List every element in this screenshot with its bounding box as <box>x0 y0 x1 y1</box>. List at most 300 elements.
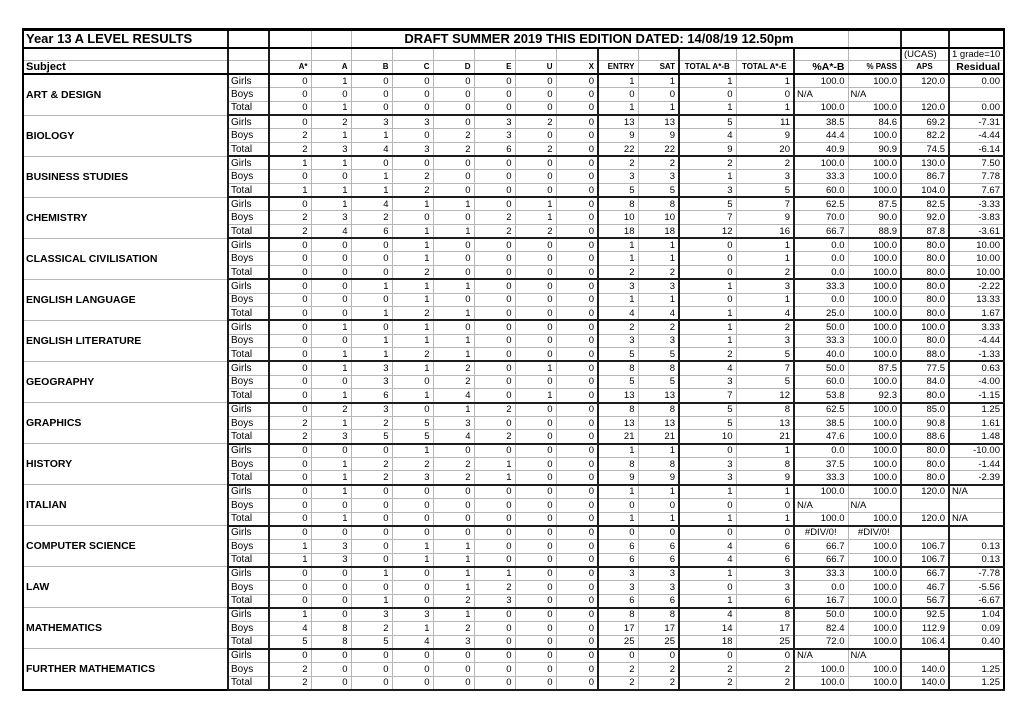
cell-total-a-star-b[interactable]: 0 <box>679 293 736 307</box>
cell-total-a-star-b[interactable]: 14 <box>679 622 736 636</box>
cell-aps[interactable]: 90.8 <box>901 416 949 430</box>
cell-total-a-star-b[interactable]: 2 <box>679 676 736 690</box>
subject-name[interactable]: BIOLOGY <box>23 115 228 156</box>
cell-x[interactable]: 0 <box>556 485 598 499</box>
cell-e[interactable]: 1 <box>474 471 515 485</box>
cell-aps[interactable] <box>901 526 949 540</box>
cell-total-a-star-b[interactable]: 1 <box>679 485 736 499</box>
cell-sat[interactable]: 6 <box>638 594 679 608</box>
cell-total-a-star-e[interactable]: 7 <box>736 361 794 375</box>
subject-name[interactable]: GRAPHICS <box>23 403 228 444</box>
cell-a[interactable]: 3 <box>311 430 351 444</box>
cell-b[interactable]: 1 <box>351 279 392 293</box>
cell-pct-a-star-b[interactable]: 50.0 <box>794 608 848 622</box>
cell-pct-a-star-b[interactable]: N/A <box>794 88 848 102</box>
column-header-e[interactable]: E <box>474 60 515 74</box>
cell-c[interactable]: 0 <box>392 485 433 499</box>
cell-x[interactable]: 0 <box>556 293 598 307</box>
cell-residual[interactable]: 1.25 <box>949 403 1004 417</box>
cell-d[interactable]: 1 <box>433 334 474 348</box>
cell-entry[interactable]: 3 <box>598 334 638 348</box>
cell-d[interactable]: 4 <box>433 430 474 444</box>
cell-x[interactable]: 0 <box>556 170 598 184</box>
gender-label[interactable]: Girls <box>228 608 269 622</box>
cell-u[interactable]: 0 <box>515 293 556 307</box>
cell-residual[interactable]: 7.50 <box>949 156 1004 170</box>
cell-b[interactable]: 4 <box>351 142 392 156</box>
cell-d[interactable]: 2 <box>433 471 474 485</box>
cell-pct-pass[interactable]: 90.9 <box>848 142 901 156</box>
cell-e[interactable]: 0 <box>474 663 515 677</box>
gender-label[interactable]: Boys <box>228 88 269 102</box>
cell-c[interactable]: 2 <box>392 348 433 362</box>
cell-a-star[interactable]: 0 <box>269 649 311 663</box>
cell-entry[interactable]: 3 <box>598 279 638 293</box>
gender-label[interactable]: Girls <box>228 403 269 417</box>
cell-sat[interactable]: 9 <box>638 471 679 485</box>
cell-entry[interactable]: 3 <box>598 567 638 581</box>
gender-label[interactable]: Total <box>228 553 269 567</box>
cell-total-a-star-b[interactable]: 1 <box>679 279 736 293</box>
cell-a[interactable]: 0 <box>311 279 351 293</box>
cell-c[interactable]: 3 <box>392 471 433 485</box>
cell-a[interactable]: 0 <box>311 293 351 307</box>
cell-sat[interactable]: 13 <box>638 416 679 430</box>
cell-b[interactable]: 0 <box>351 485 392 499</box>
cell-total-a-star-e[interactable]: 0 <box>736 526 794 540</box>
cell-entry[interactable]: 2 <box>598 663 638 677</box>
column-header-u[interactable]: U <box>515 60 556 74</box>
cell-c[interactable]: 0 <box>392 211 433 225</box>
cell-total-a-star-b[interactable]: 4 <box>679 608 736 622</box>
subject-name[interactable]: GEOGRAPHY <box>23 361 228 402</box>
cell-sat[interactable]: 1 <box>638 74 679 88</box>
cell-entry[interactable]: 1 <box>598 252 638 266</box>
cell-entry[interactable]: 13 <box>598 115 638 129</box>
cell-x[interactable]: 0 <box>556 676 598 690</box>
cell-e[interactable]: 0 <box>474 676 515 690</box>
cell-pct-pass[interactable]: 100.0 <box>848 156 901 170</box>
cell-u[interactable]: 0 <box>515 663 556 677</box>
cell-total-a-star-e[interactable]: 5 <box>736 375 794 389</box>
cell-a[interactable]: 1 <box>311 512 351 526</box>
cell-sat[interactable]: 1 <box>638 512 679 526</box>
gender-label[interactable]: Girls <box>228 567 269 581</box>
cell-sat[interactable]: 5 <box>638 375 679 389</box>
cell-u[interactable]: 0 <box>515 567 556 581</box>
cell-a-star[interactable]: 2 <box>269 663 311 677</box>
cell-residual[interactable] <box>949 88 1004 102</box>
gender-label[interactable]: Boys <box>228 498 269 512</box>
cell-d[interactable]: 0 <box>433 663 474 677</box>
cell-e[interactable]: 0 <box>474 88 515 102</box>
cell-residual[interactable]: 0.13 <box>949 539 1004 553</box>
cell-entry[interactable]: 0 <box>598 498 638 512</box>
cell-b[interactable]: 0 <box>351 526 392 540</box>
cell-a[interactable]: 0 <box>311 170 351 184</box>
cell-total-a-star-e[interactable]: 9 <box>736 211 794 225</box>
cell-total-a-star-e[interactable]: 0 <box>736 88 794 102</box>
cell-a[interactable]: 0 <box>311 334 351 348</box>
cell-pct-a-star-b[interactable]: 33.3 <box>794 279 848 293</box>
cell-sat[interactable]: 8 <box>638 361 679 375</box>
cell-aps[interactable]: 69.2 <box>901 115 949 129</box>
cell-total-a-star-b[interactable]: 1 <box>679 170 736 184</box>
cell-entry[interactable]: 1 <box>598 101 638 115</box>
cell-entry[interactable]: 18 <box>598 225 638 239</box>
cell-entry[interactable]: 6 <box>598 553 638 567</box>
column-header-entry[interactable]: ENTRY <box>598 60 638 74</box>
cell-sat[interactable]: 13 <box>638 389 679 403</box>
cell-d[interactable]: 2 <box>433 622 474 636</box>
cell-pct-a-star-b[interactable]: N/A <box>794 498 848 512</box>
cell-x[interactable]: 0 <box>556 663 598 677</box>
column-header-total-a-star-b[interactable]: TOTAL A*-B <box>679 60 736 74</box>
cell-a-star[interactable]: 0 <box>269 101 311 115</box>
gender-label[interactable]: Total <box>228 142 269 156</box>
cell-entry[interactable]: 0 <box>598 649 638 663</box>
cell-aps[interactable]: 77.5 <box>901 361 949 375</box>
cell-u[interactable]: 2 <box>515 115 556 129</box>
cell-total-a-star-b[interactable]: 0 <box>679 252 736 266</box>
cell-a-star[interactable]: 0 <box>269 74 311 88</box>
cell-e[interactable]: 2 <box>474 430 515 444</box>
cell-b[interactable]: 0 <box>351 74 392 88</box>
cell-entry[interactable]: 1 <box>598 238 638 252</box>
cell-c[interactable]: 1 <box>392 252 433 266</box>
cell-b[interactable]: 0 <box>351 553 392 567</box>
cell-a-star[interactable]: 4 <box>269 622 311 636</box>
cell-pct-pass[interactable]: 100.0 <box>848 334 901 348</box>
cell-e[interactable]: 0 <box>474 348 515 362</box>
cell-x[interactable]: 0 <box>556 184 598 198</box>
cell-pct-pass[interactable]: 100.0 <box>848 266 901 280</box>
subject-name[interactable]: ENGLISH LANGUAGE <box>23 279 228 320</box>
cell-e[interactable]: 0 <box>474 334 515 348</box>
cell-e[interactable]: 1 <box>474 567 515 581</box>
cell-x[interactable]: 0 <box>556 567 598 581</box>
cell-d[interactable]: 1 <box>433 539 474 553</box>
gender-label[interactable]: Girls <box>228 115 269 129</box>
cell-sat[interactable]: 5 <box>638 348 679 362</box>
cell-sat[interactable]: 0 <box>638 526 679 540</box>
cell-b[interactable]: 4 <box>351 197 392 211</box>
cell-aps[interactable]: 140.0 <box>901 663 949 677</box>
cell-a[interactable]: 0 <box>311 266 351 280</box>
cell-residual[interactable]: -4.00 <box>949 375 1004 389</box>
cell-b[interactable]: 0 <box>351 539 392 553</box>
cell-b[interactable]: 0 <box>351 512 392 526</box>
cell-pct-a-star-b[interactable]: 40.9 <box>794 142 848 156</box>
cell-u[interactable]: 0 <box>515 539 556 553</box>
cell-d[interactable]: 1 <box>433 553 474 567</box>
cell-aps[interactable]: 85.0 <box>901 403 949 417</box>
cell-sat[interactable]: 8 <box>638 457 679 471</box>
cell-b[interactable]: 0 <box>351 580 392 594</box>
cell-x[interactable]: 0 <box>556 498 598 512</box>
cell-aps[interactable]: 92.0 <box>901 211 949 225</box>
gender-label[interactable]: Boys <box>228 170 269 184</box>
cell-b[interactable]: 3 <box>351 361 392 375</box>
cell-entry[interactable]: 17 <box>598 622 638 636</box>
cell-total-a-star-e[interactable]: 1 <box>736 485 794 499</box>
empty-cell[interactable] <box>228 30 269 48</box>
cell-residual[interactable] <box>949 526 1004 540</box>
cell-aps[interactable]: 120.0 <box>901 101 949 115</box>
cell-x[interactable]: 0 <box>556 553 598 567</box>
cell-d[interactable]: 0 <box>433 320 474 334</box>
cell-u[interactable]: 0 <box>515 320 556 334</box>
cell-pct-a-star-b[interactable]: 38.5 <box>794 115 848 129</box>
cell-aps[interactable]: 74.5 <box>901 142 949 156</box>
cell-x[interactable]: 0 <box>556 512 598 526</box>
cell-c[interactable]: 0 <box>392 676 433 690</box>
gender-label[interactable]: Total <box>228 635 269 649</box>
cell-a-star[interactable]: 0 <box>269 471 311 485</box>
cell-pct-a-star-b[interactable]: N/A <box>794 649 848 663</box>
cell-pct-pass[interactable]: 100.0 <box>848 279 901 293</box>
gender-label[interactable]: Total <box>228 594 269 608</box>
cell-residual[interactable]: 13.33 <box>949 293 1004 307</box>
cell-x[interactable]: 0 <box>556 457 598 471</box>
cell-residual[interactable]: 1.25 <box>949 676 1004 690</box>
cell-u[interactable]: 0 <box>515 649 556 663</box>
cell-a[interactable]: 2 <box>311 403 351 417</box>
empty-cell[interactable] <box>901 30 949 48</box>
cell-c[interactable]: 1 <box>392 197 433 211</box>
cell-d[interactable]: 2 <box>433 142 474 156</box>
cell-b[interactable]: 0 <box>351 663 392 677</box>
cell-entry[interactable]: 8 <box>598 403 638 417</box>
cell-pct-pass[interactable]: 84.6 <box>848 115 901 129</box>
workbook-title[interactable]: Year 13 A LEVEL RESULTS <box>23 30 228 48</box>
cell-sat[interactable]: 10 <box>638 211 679 225</box>
cell-aps[interactable]: 80.0 <box>901 471 949 485</box>
cell-c[interactable]: 1 <box>392 320 433 334</box>
cell-b[interactable]: 0 <box>351 101 392 115</box>
cell-pct-a-star-b[interactable]: 62.5 <box>794 403 848 417</box>
gender-label[interactable]: Boys <box>228 663 269 677</box>
empty-cell[interactable] <box>515 48 556 61</box>
cell-pct-a-star-b[interactable]: 0.0 <box>794 238 848 252</box>
cell-a[interactable]: 0 <box>311 580 351 594</box>
gender-label[interactable]: Girls <box>228 320 269 334</box>
cell-entry[interactable]: 1 <box>598 512 638 526</box>
empty-cell[interactable] <box>474 48 515 61</box>
cell-pct-a-star-b[interactable]: 100.0 <box>794 663 848 677</box>
cell-d[interactable]: 1 <box>433 307 474 321</box>
gender-label[interactable]: Boys <box>228 129 269 143</box>
cell-d[interactable]: 0 <box>433 101 474 115</box>
cell-residual[interactable]: -4.44 <box>949 334 1004 348</box>
subject-name[interactable]: ITALIAN <box>23 485 228 526</box>
cell-aps[interactable]: 80.0 <box>901 238 949 252</box>
cell-x[interactable]: 0 <box>556 471 598 485</box>
gender-label[interactable]: Total <box>228 184 269 198</box>
cell-pct-pass[interactable]: 100.0 <box>848 444 901 458</box>
cell-entry[interactable]: 8 <box>598 197 638 211</box>
cell-total-a-star-e[interactable]: 6 <box>736 553 794 567</box>
cell-aps[interactable]: 80.0 <box>901 444 949 458</box>
cell-a-star[interactable]: 0 <box>269 320 311 334</box>
cell-x[interactable]: 0 <box>556 307 598 321</box>
cell-d[interactable]: 2 <box>433 594 474 608</box>
cell-total-a-star-b[interactable]: 0 <box>679 498 736 512</box>
cell-total-a-star-b[interactable]: 12 <box>679 225 736 239</box>
cell-residual[interactable]: -7.31 <box>949 115 1004 129</box>
empty-cell[interactable] <box>638 48 679 61</box>
cell-total-a-star-e[interactable]: 6 <box>736 539 794 553</box>
cell-sat[interactable]: 3 <box>638 170 679 184</box>
cell-aps[interactable]: 46.7 <box>901 580 949 594</box>
cell-x[interactable]: 0 <box>556 635 598 649</box>
empty-cell[interactable] <box>269 30 311 48</box>
cell-pct-a-star-b[interactable]: 100.0 <box>794 74 848 88</box>
cell-aps[interactable]: 80.0 <box>901 334 949 348</box>
cell-e[interactable]: 0 <box>474 184 515 198</box>
cell-d[interactable]: 0 <box>433 293 474 307</box>
cell-sat[interactable]: 3 <box>638 279 679 293</box>
cell-sat[interactable]: 8 <box>638 403 679 417</box>
cell-a[interactable]: 4 <box>311 225 351 239</box>
cell-b[interactable]: 0 <box>351 266 392 280</box>
cell-a[interactable]: 1 <box>311 361 351 375</box>
cell-e[interactable]: 0 <box>474 375 515 389</box>
cell-u[interactable]: 2 <box>515 225 556 239</box>
gender-label[interactable]: Girls <box>228 238 269 252</box>
cell-residual[interactable]: -1.44 <box>949 457 1004 471</box>
cell-entry[interactable]: 8 <box>598 457 638 471</box>
gender-label[interactable]: Girls <box>228 361 269 375</box>
cell-d[interactable]: 0 <box>433 252 474 266</box>
gender-label[interactable]: Boys <box>228 211 269 225</box>
cell-b[interactable]: 0 <box>351 238 392 252</box>
cell-total-a-star-b[interactable]: 5 <box>679 416 736 430</box>
cell-x[interactable]: 0 <box>556 430 598 444</box>
cell-residual[interactable]: -3.33 <box>949 197 1004 211</box>
cell-x[interactable]: 0 <box>556 375 598 389</box>
cell-x[interactable]: 0 <box>556 129 598 143</box>
cell-total-a-star-e[interactable]: 0 <box>736 498 794 512</box>
cell-entry[interactable]: 6 <box>598 594 638 608</box>
cell-u[interactable]: 0 <box>515 101 556 115</box>
cell-a-star[interactable]: 0 <box>269 266 311 280</box>
cell-pct-pass[interactable]: 100.0 <box>848 320 901 334</box>
cell-pct-a-star-b[interactable]: 40.0 <box>794 348 848 362</box>
cell-b[interactable]: 2 <box>351 622 392 636</box>
cell-u[interactable]: 1 <box>515 361 556 375</box>
cell-c[interactable]: 0 <box>392 88 433 102</box>
cell-c[interactable]: 0 <box>392 498 433 512</box>
cell-u[interactable]: 0 <box>515 580 556 594</box>
cell-total-a-star-e[interactable]: 16 <box>736 225 794 239</box>
gender-label[interactable]: Boys <box>228 252 269 266</box>
cell-b[interactable]: 5 <box>351 430 392 444</box>
cell-c[interactable]: 5 <box>392 430 433 444</box>
cell-e[interactable]: 0 <box>474 197 515 211</box>
cell-residual[interactable]: 0.00 <box>949 74 1004 88</box>
cell-pct-a-star-b[interactable]: 47.6 <box>794 430 848 444</box>
cell-residual[interactable]: 1.67 <box>949 307 1004 321</box>
cell-b[interactable]: 6 <box>351 225 392 239</box>
empty-cell[interactable] <box>679 48 736 61</box>
cell-pct-pass[interactable]: 100.0 <box>848 594 901 608</box>
gender-label[interactable]: Total <box>228 676 269 690</box>
cell-entry[interactable]: 0 <box>598 526 638 540</box>
cell-total-a-star-b[interactable]: 2 <box>679 156 736 170</box>
cell-a-star[interactable]: 0 <box>269 334 311 348</box>
cell-b[interactable]: 1 <box>351 170 392 184</box>
gender-label[interactable]: Girls <box>228 526 269 540</box>
cell-aps[interactable]: 82.5 <box>901 197 949 211</box>
cell-entry[interactable]: 2 <box>598 320 638 334</box>
cell-c[interactable]: 0 <box>392 526 433 540</box>
cell-x[interactable]: 0 <box>556 622 598 636</box>
cell-u[interactable]: 0 <box>515 457 556 471</box>
cell-a-star[interactable]: 0 <box>269 279 311 293</box>
cell-entry[interactable]: 5 <box>598 375 638 389</box>
cell-entry[interactable]: 13 <box>598 389 638 403</box>
cell-e[interactable]: 0 <box>474 608 515 622</box>
cell-aps[interactable]: 66.7 <box>901 567 949 581</box>
cell-e[interactable]: 0 <box>474 74 515 88</box>
gender-label[interactable]: Boys <box>228 375 269 389</box>
cell-x[interactable]: 0 <box>556 416 598 430</box>
cell-total-a-star-e[interactable]: 3 <box>736 170 794 184</box>
empty-cell[interactable] <box>311 30 351 48</box>
cell-pct-pass[interactable]: 100.0 <box>848 252 901 266</box>
cell-b[interactable]: 1 <box>351 129 392 143</box>
cell-c[interactable]: 0 <box>392 129 433 143</box>
cell-aps[interactable]: 87.8 <box>901 225 949 239</box>
cell-x[interactable]: 0 <box>556 594 598 608</box>
cell-a-star[interactable]: 0 <box>269 238 311 252</box>
cell-pct-a-star-b[interactable]: 100.0 <box>794 485 848 499</box>
cell-a[interactable]: 0 <box>311 238 351 252</box>
cell-c[interactable]: 2 <box>392 170 433 184</box>
cell-aps[interactable]: 130.0 <box>901 156 949 170</box>
cell-total-a-star-e[interactable]: 5 <box>736 184 794 198</box>
column-header-pct-pass[interactable]: % PASS <box>848 60 901 74</box>
cell-sat[interactable]: 3 <box>638 567 679 581</box>
empty-cell[interactable] <box>351 48 392 61</box>
cell-u[interactable]: 0 <box>515 444 556 458</box>
cell-entry[interactable]: 5 <box>598 348 638 362</box>
cell-e[interactable]: 3 <box>474 115 515 129</box>
cell-total-a-star-e[interactable]: 2 <box>736 676 794 690</box>
cell-pct-a-star-b[interactable]: 44.4 <box>794 129 848 143</box>
cell-x[interactable]: 0 <box>556 211 598 225</box>
cell-a-star[interactable]: 1 <box>269 553 311 567</box>
cell-b[interactable]: 3 <box>351 115 392 129</box>
cell-a-star[interactable]: 0 <box>269 594 311 608</box>
cell-a-star[interactable]: 0 <box>269 485 311 499</box>
cell-pct-pass[interactable]: 100.0 <box>848 238 901 252</box>
cell-residual[interactable]: 1.48 <box>949 430 1004 444</box>
cell-e[interactable]: 0 <box>474 320 515 334</box>
cell-c[interactable]: 3 <box>392 142 433 156</box>
cell-u[interactable]: 0 <box>515 334 556 348</box>
cell-a[interactable]: 1 <box>311 457 351 471</box>
cell-u[interactable]: 0 <box>515 238 556 252</box>
cell-a[interactable]: 0 <box>311 498 351 512</box>
cell-total-a-star-e[interactable]: 3 <box>736 334 794 348</box>
cell-sat[interactable]: 2 <box>638 266 679 280</box>
cell-x[interactable]: 0 <box>556 101 598 115</box>
cell-e[interactable]: 3 <box>474 594 515 608</box>
cell-pct-pass[interactable]: 92.3 <box>848 389 901 403</box>
gender-label[interactable]: Total <box>228 471 269 485</box>
